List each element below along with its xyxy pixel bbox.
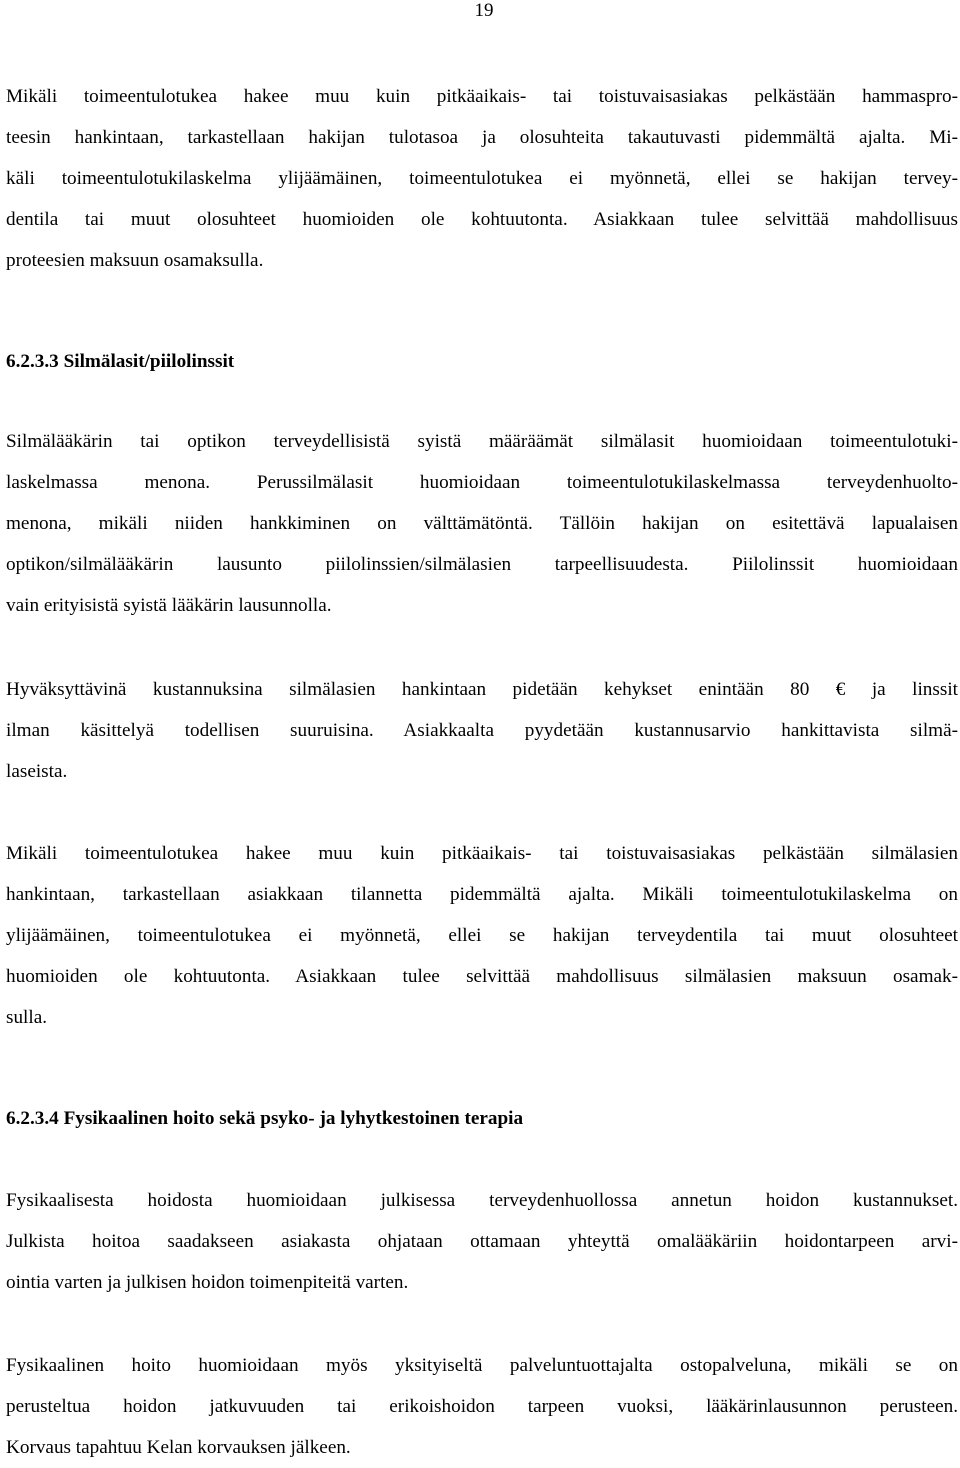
paragraph-accepted-costs <box>6 669 958 792</box>
paragraph-line: käli toimeentulotukilaskelma ylijäämäinen, toimeentulotukea ei myönnetä, ellei se hakijan tervey- <box>6 168 958 189</box>
paragraph-line: ointia varten ja julkisen hoidon toimenpiteitä varten. <box>6 1272 409 1293</box>
paragraph-line: menona, mikäli niiden hankkiminen on välttämätöntä. Tällöin hakijan on esitettävä lapualaisen <box>6 513 958 534</box>
page-number: 19 <box>474 0 494 21</box>
paragraph-line: laseista. <box>6 761 68 782</box>
paragraph-line: perusteltua hoidon jatkuvuuden tai erikoishoidon tarpeen vuoksi, lääkärinlausunnon perusteen. <box>6 1396 958 1417</box>
paragraph-line: Mikäli toimeentulotukea hakee muu kuin pitkäaikais- tai toistuvaisasiakas pelkästään hammaspro- <box>6 86 958 107</box>
paragraph-line: Fysikaalinen hoito huomioidaan myös yksityiseltä palveluntuottajalta ostopalveluna, mikäli se on <box>6 1355 958 1376</box>
paragraph-glasses-assessment <box>6 833 958 1038</box>
paragraph-public-physiotherapy <box>6 1180 958 1303</box>
paragraph-line: Mikäli toimeentulotukea hakee muu kuin pitkäaikais- tai toistuvaisasiakas pelkästään silmälasien <box>6 843 958 864</box>
paragraph-line: Hyväksyttävinä kustannuksina silmälasien hankintaan pidetään kehykset enintään 80 € ja linssit <box>6 679 958 700</box>
paragraph-line: Silmälääkärin tai optikon terveydellisistä syistä määräämät silmälasit huomioidaan toimeentulotuki- <box>6 431 958 452</box>
paragraph-line: optikon/silmälääkärin lausunto piilolinssien/silmälasien tarpeellisuudesta. Piilolinssit huomioidaan <box>6 554 958 575</box>
paragraph-line: laskelmassa menona. Perussilmälasit huomioidaan toimeentulotukilaskelmassa terveydenhuolto- <box>6 472 958 493</box>
paragraph-line: Korvaus tapahtuu Kelan korvauksen jälkeen. <box>6 1437 351 1458</box>
paragraph-line: ylijäämäinen, toimeentulotukea ei myönnetä, ellei se hakijan terveydentila tai muut olosuhteet <box>6 925 958 946</box>
paragraph-line: vain erityisistä syistä lääkärin lausunnolla. <box>6 595 332 616</box>
paragraph-line: ilman käsittelyä todellisen suuruisina. Asiakkaalta pyydetään kustannusarvio hankittavista silmä- <box>6 720 958 741</box>
paragraph-line: teesin hankintaan, tarkastellaan hakijan tulotasoa ja olosuhteita takautuvasti pidemmältä ajalta. Mi- <box>6 127 958 148</box>
paragraph-line: hankintaan, tarkastellaan asiakkaan tilannetta pidemmältä ajalta. Mikäli toimeentulotukilaskelma on <box>6 884 958 905</box>
paragraph-line: Fysikaalisesta hoidosta huomioidaan julkisessa terveydenhuollossa annetun hoidon kustannukset. <box>6 1190 958 1211</box>
section-heading-glasses: 6.2.3.3 Silmälasit/piilolinssit <box>6 351 235 372</box>
section-heading-physiotherapy: 6.2.3.4 Fysikaalinen hoito sekä psyko- ja lyhytkestoinen terapia <box>6 1108 524 1129</box>
paragraph-line: sulla. <box>6 1007 48 1028</box>
paragraph-line: Julkista hoitoa saadakseen asiakasta ohjataan ottamaan yhteyttä omalääkäriin hoidontarpeen arvi- <box>6 1231 958 1252</box>
paragraph-line: dentila tai muut olosuhteet huomioiden ole kohtuutonta. Asiakkaan tulee selvittää mahdollisuus <box>6 209 958 230</box>
paragraph-line: huomioiden ole kohtuutonta. Asiakkaan tulee selvittää mahdollisuus silmälasien maksuun osamak- <box>6 966 958 987</box>
paragraph-glasses <box>6 421 958 626</box>
paragraph-line: proteesien maksuun osamaksulla. <box>6 250 264 271</box>
paragraph-private-physiotherapy <box>6 1345 958 1468</box>
paragraph-dental-prosthesis <box>6 76 958 281</box>
